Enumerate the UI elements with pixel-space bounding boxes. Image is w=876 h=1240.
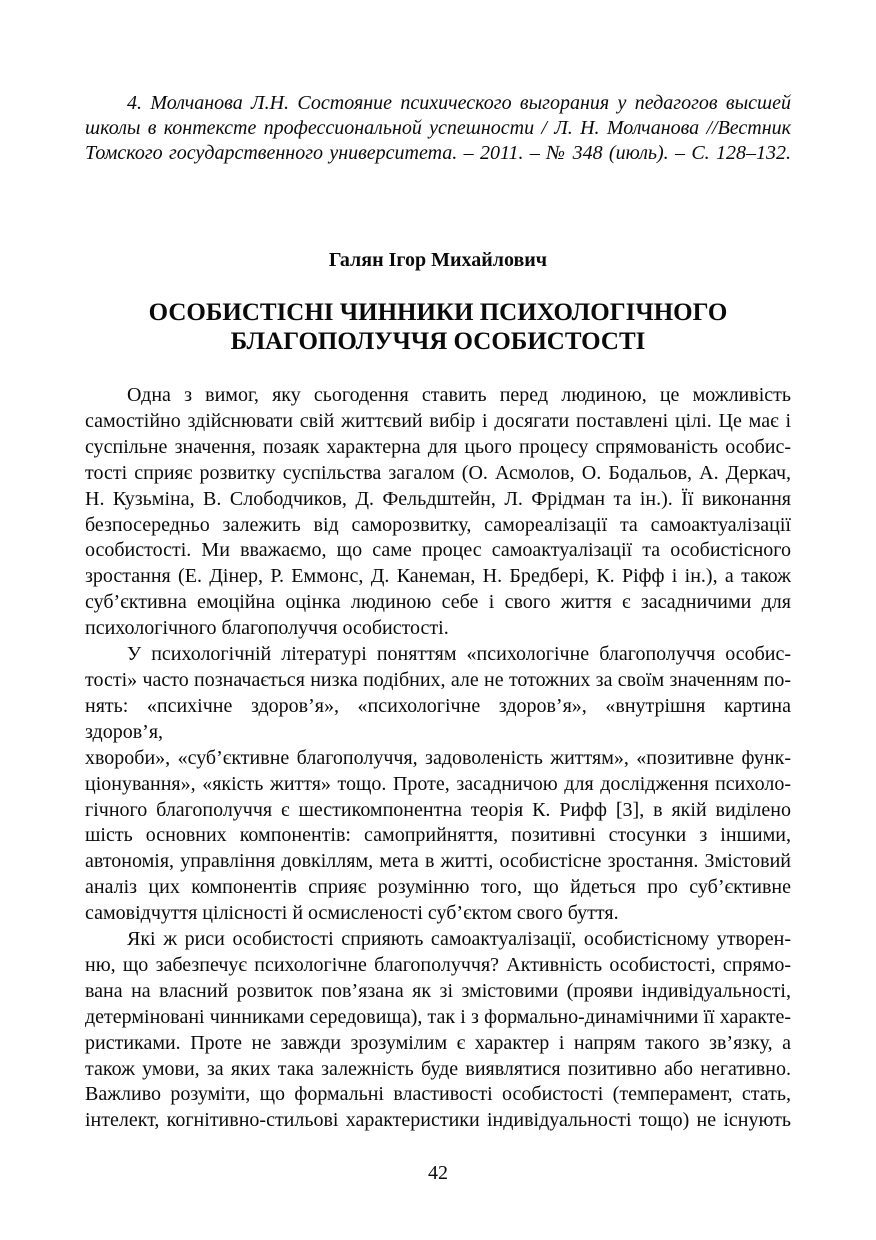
body-text (85, 383, 791, 1134)
text-line: тості» часто позначається низка подібних, але не тотожних за своїм значенням по- (85, 668, 791, 691)
text-line: Які ж риси особистості сприяють самоактуалізації, особистісному утворен- (127, 928, 791, 951)
page-content (85, 0, 791, 1134)
text-line: психологічного благополуччя особистості. (85, 617, 449, 640)
text-line: інтелект, когнітивно-стильові характеристики індивідуальності тощо) не існують (85, 1109, 791, 1132)
text-line: тості сприяє розвитку суспільства загалом (О. Асмолов, О. Бодальов, А. Деркач, (85, 461, 791, 484)
text-line: також умови, за яких така залежність буде виявлятися позитивно або негативно. (85, 1057, 791, 1080)
reference-citation (85, 0, 791, 166)
paper-title (85, 298, 791, 356)
text-line: шість основних компонентів: самоприйняття, позитивні стосунки з іншими, (85, 824, 791, 847)
reference-line: школы в контексте профессиональной успешности / Л. Н. Молчанова //Вестник (85, 117, 791, 139)
text-line: суспільне значення, позаяк характерна для цього процесу спрямованість особис- (85, 435, 791, 458)
text-line: ристиками. Проте не завжди зрозумілим є характер і напрям такого зв’язку, а (85, 1031, 791, 1054)
text-line: аналіз цих компонентів сприяє розумінню того, що йдеться про суб’єктивне (85, 876, 791, 899)
text-line: Одна з вимог, яку сьогодення ставить перед людиною, це можливість (127, 384, 791, 406)
author-name: Галян Ігор Михайлович (328, 249, 548, 271)
text-line: особистості. Ми вважаємо, що саме процес самоактуалізації та особистісного (85, 539, 791, 562)
text-line: зростання (Е. Дінер, Р. Еммонс, Д. Канеман, Н. Бредбері, К. Ріфф і ін.), а також (85, 565, 791, 588)
title-line-2: БЛАГОПОЛУЧЧЯ ОСОБИСТОСТІ (230, 328, 646, 355)
text-line: Важливо розуміти, що формальні властивості особистості (темперамент, стать, (85, 1083, 791, 1106)
body-paragraph (85, 383, 791, 642)
text-line: самостійно здійснювати свій життєвий вибір і досягати поставлені цілі. Це має і (85, 409, 791, 432)
text-line: автономія, управління довкіллям, мета в житті, особистісне зростання. Змістовий (85, 850, 791, 873)
text-line: безпосередньо залежить від саморозвитку, самореалізації та самоактуалізації (85, 513, 791, 536)
text-line: самовідчуття цілісності й осмисленості суб’єктом свого буття. (85, 902, 619, 925)
text-line: вана на власний розвиток пов’язана як зі змістовими (прояви індивідуальності, (85, 979, 791, 1002)
reference-line: 4. Молчанова Л.Н. Состояние психического выгорания у педагогов высшей (127, 92, 791, 114)
text-line: детерміновані чинниками середовища), так і з формально-динамічними її характе- (85, 1005, 791, 1028)
text-line: хвороби», «суб’єктивне благополуччя, задоволеність життям», «позитивне функ- (85, 746, 791, 769)
text-line: гічного благополуччя є шестикомпонентна теорія К. Рифф [3], в якій виділено (85, 798, 791, 821)
text-line: Н. Кузьміна, В. Слободчиков, Д. Фельдштейн, Л. Фрідман та ін.). Її виконання (85, 487, 791, 510)
text-line: ціонування», «якість життя» тощо. Проте, засадничою для дослідження психоло- (85, 772, 791, 795)
text-line: нять: «психічне здоров’я», «психологічне здоров’я», «внутрішня картина здоров’я, (85, 694, 791, 743)
reference-line: Томского государственного университета. – 2011. – № 348 (июль). – С. 128–132. (85, 142, 791, 164)
title-line-1: ОСОБИСТІСНІ ЧИННИКИ ПСИХОЛОГІЧНОГО (148, 299, 728, 326)
text-line: У психологічній літературі поняттям «психологічне благополуччя особис- (127, 643, 791, 666)
text-line: суб’єктивна емоційна оцінка людиною себе і свого життя є засадничими для (85, 591, 791, 614)
page-number: 42 (428, 1162, 448, 1185)
text-line: ню, що забезпечує психологічне благополуччя? Активність особистості, спрямо- (85, 953, 791, 976)
body-paragraph (85, 927, 791, 1134)
body-paragraph (85, 642, 791, 927)
